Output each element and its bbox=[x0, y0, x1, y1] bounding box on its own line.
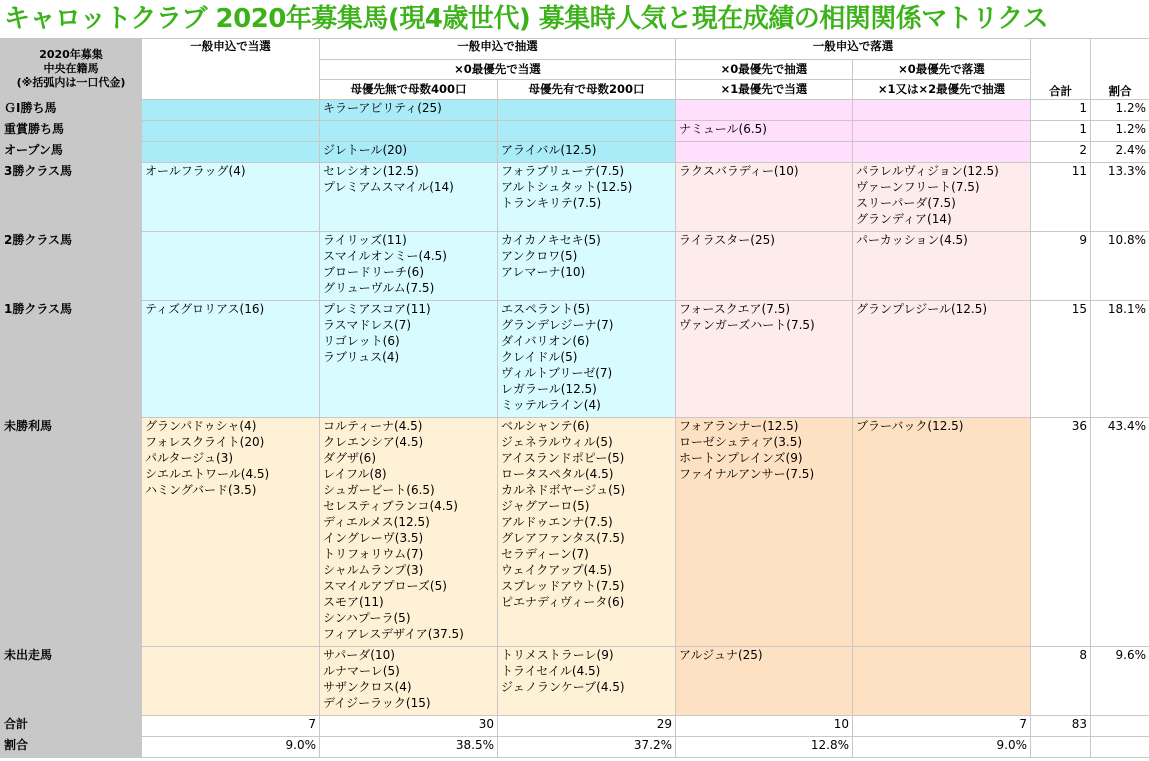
row-total: 15 bbox=[1031, 301, 1091, 418]
header-col-dam-priority: 母優先有で母数200口 bbox=[498, 80, 676, 100]
column-ratio: 38.5% bbox=[320, 737, 498, 758]
row-ratio: 10.8% bbox=[1091, 232, 1149, 301]
horse-entry: ブロードリーチ(6) bbox=[323, 265, 424, 279]
empty-cell bbox=[1031, 737, 1091, 758]
header-col-no-dam-priority: 母優先無で母数400口 bbox=[320, 80, 498, 100]
horse-entry: ジェノランケーブ(4.5) bbox=[501, 680, 625, 694]
horse-entry: ダイバリオン(6) bbox=[501, 334, 590, 348]
horse-entry: フィアレスデザイア(37.5) bbox=[323, 627, 464, 641]
row-total: 36 bbox=[1031, 418, 1091, 647]
horse-entry: スモア(11) bbox=[323, 595, 384, 609]
horse-entry: フォラブリューテ(7.5) bbox=[501, 164, 625, 178]
horse-entry: カルネドボヤージュ(5) bbox=[501, 483, 626, 497]
column-total: 7 bbox=[853, 716, 1031, 737]
horse-entry: スプレッドアウト(7.5) bbox=[501, 579, 625, 593]
matrix-cell bbox=[853, 232, 1031, 301]
horse-entry: ブラーバック(12.5) bbox=[856, 419, 964, 433]
horse-entry: クレエンシア(4.5) bbox=[323, 435, 424, 449]
header-ratio: 割合 bbox=[1091, 39, 1149, 100]
horse-entry: エスペラント(5) bbox=[501, 302, 590, 316]
matrix-cell bbox=[320, 301, 498, 418]
corner-line-3: (※括弧内は一口代金) bbox=[16, 76, 126, 89]
horse-entry: クレイドル(5) bbox=[501, 350, 578, 364]
header-sub-priority-lottery: ×0最優先で抽選 bbox=[676, 60, 853, 80]
horse-entry: トリフォリウム(7) bbox=[323, 547, 424, 561]
row-ratio: 9.6% bbox=[1091, 647, 1149, 716]
column-total: 7 bbox=[142, 716, 320, 737]
horse-entry: アイスランドポピー(5) bbox=[501, 451, 625, 465]
horse-entry: ヴァーンフリート(7.5) bbox=[856, 180, 980, 194]
matrix-cell bbox=[498, 301, 676, 418]
horse-entry: パルタージュ(3) bbox=[145, 451, 234, 465]
matrix-cell bbox=[498, 142, 676, 163]
horse-entry: シャルムランプ(3) bbox=[323, 563, 424, 577]
matrix-cell bbox=[676, 163, 853, 232]
row-label: オープン馬 bbox=[1, 142, 142, 163]
matrix-cell bbox=[853, 163, 1031, 232]
matrix-cell bbox=[676, 301, 853, 418]
header-group-won: 一般申込で当選 bbox=[142, 39, 320, 100]
horse-entry: ディエルメス(12.5) bbox=[323, 515, 430, 529]
matrix-cell bbox=[498, 121, 676, 142]
horse-entry: フォースクエア(7.5) bbox=[679, 302, 791, 316]
matrix-cell bbox=[853, 301, 1031, 418]
column-total: 10 bbox=[676, 716, 853, 737]
horse-entry: ハミングバード(3.5) bbox=[145, 483, 257, 497]
matrix-cell bbox=[142, 121, 320, 142]
horse-entry: レイフル(8) bbox=[323, 467, 387, 481]
row-label: 未出走馬 bbox=[1, 647, 142, 716]
horse-entry: ティズグロリアス(16) bbox=[145, 302, 265, 316]
horse-entry: キラーアビリティ(25) bbox=[323, 101, 442, 115]
horse-entry: ローゼシュティア(3.5) bbox=[679, 435, 803, 449]
horse-entry: プレミアムスマイル(14) bbox=[323, 180, 454, 194]
row-ratio: 1.2% bbox=[1091, 100, 1149, 121]
matrix-cell bbox=[853, 121, 1031, 142]
horse-entry: グランプレジール(12.5) bbox=[856, 302, 988, 316]
matrix-cell bbox=[142, 418, 320, 647]
horse-entry: フォレスクライト(20) bbox=[145, 435, 265, 449]
header-sub-priority-lost: ×0最優先で落選 bbox=[853, 60, 1031, 80]
row-total: 1 bbox=[1031, 100, 1091, 121]
horse-entry: グランデレジーナ(7) bbox=[501, 318, 614, 332]
horse-entry: スリーパーダ(7.5) bbox=[856, 196, 956, 210]
horse-entry: コルティーナ(4.5) bbox=[323, 419, 423, 433]
table-row bbox=[1, 142, 1149, 163]
horse-entry: レガラール(12.5) bbox=[501, 382, 597, 396]
matrix-cell bbox=[142, 163, 320, 232]
matrix-cell bbox=[676, 232, 853, 301]
header-total: 合計 bbox=[1031, 39, 1091, 100]
horse-entry: ホートンプレインズ(9) bbox=[679, 451, 803, 465]
matrix-cell bbox=[676, 418, 853, 647]
horse-entry: ラブリュス(4) bbox=[323, 350, 400, 364]
header-sub-priority-won: ×0最優先で当選 bbox=[320, 60, 676, 80]
horse-entry: アレマーナ(10) bbox=[501, 265, 586, 279]
table-row bbox=[1, 418, 1149, 647]
matrix-cell bbox=[320, 142, 498, 163]
corner-line-1: 2020年募集 bbox=[39, 48, 103, 61]
horse-entry: セレスティブランコ(4.5) bbox=[323, 499, 458, 513]
horse-entry: ラクスバラディー(10) bbox=[679, 164, 799, 178]
matrix-table bbox=[0, 38, 1149, 758]
horse-entry: ミッテルライン(4) bbox=[501, 398, 601, 412]
horse-entry: セレシオン(12.5) bbox=[323, 164, 419, 178]
horse-entry: シンハプーラ(5) bbox=[323, 611, 411, 625]
row-label: ＧⅠ勝ち馬 bbox=[1, 100, 142, 121]
horse-entry: ベルシャンテ(6) bbox=[501, 419, 590, 433]
table-row bbox=[1, 100, 1149, 121]
horse-entry: トリメストラーレ(9) bbox=[501, 648, 614, 662]
corner-line-2: 中央在籍馬 bbox=[43, 62, 99, 75]
row-total: 2 bbox=[1031, 142, 1091, 163]
horse-entry: アンクロワ(5) bbox=[501, 249, 578, 263]
horse-entry: シエルエトワール(4.5) bbox=[145, 467, 270, 481]
matrix-cell bbox=[498, 163, 676, 232]
horse-entry: スマイルオンミー(4.5) bbox=[323, 249, 447, 263]
row-ratio: 18.1% bbox=[1091, 301, 1149, 418]
table-row bbox=[1, 121, 1149, 142]
horse-entry: グリューヴルム(7.5) bbox=[323, 281, 435, 295]
ratios-row bbox=[1, 737, 1149, 758]
horse-entry: グレアファンタス(7.5) bbox=[501, 531, 625, 545]
horse-entry: アルジュナ(25) bbox=[679, 648, 763, 662]
row-total: 8 bbox=[1031, 647, 1091, 716]
horse-entry: ルナマーレ(5) bbox=[323, 664, 400, 678]
column-ratio: 37.2% bbox=[498, 737, 676, 758]
horse-entry: ナミュール(6.5) bbox=[679, 122, 767, 136]
matrix-cell bbox=[853, 647, 1031, 716]
matrix-cell bbox=[320, 121, 498, 142]
empty-cell bbox=[1091, 737, 1149, 758]
grand-total: 83 bbox=[1031, 716, 1091, 737]
row-ratio: 43.4% bbox=[1091, 418, 1149, 647]
horse-entry: デイジーラック(15) bbox=[323, 696, 431, 710]
row-total: 11 bbox=[1031, 163, 1091, 232]
horse-entry: カイカノキセキ(5) bbox=[501, 233, 601, 247]
matrix-cell bbox=[498, 100, 676, 121]
column-ratio: 9.0% bbox=[853, 737, 1031, 758]
matrix-cell bbox=[320, 163, 498, 232]
matrix-cell bbox=[320, 100, 498, 121]
matrix-cell bbox=[142, 100, 320, 121]
row-label: 1勝クラス馬 bbox=[1, 301, 142, 418]
row-ratio: 1.2% bbox=[1091, 121, 1149, 142]
horse-entry: ライラスター(25) bbox=[679, 233, 775, 247]
horse-entry: サザンクロス(4) bbox=[323, 680, 412, 694]
ratios-label: 割合 bbox=[1, 737, 142, 758]
horse-entry: ロータスペタル(4.5) bbox=[501, 467, 614, 481]
matrix-cell bbox=[498, 418, 676, 647]
matrix-cell bbox=[142, 647, 320, 716]
table-row bbox=[1, 163, 1149, 232]
matrix-cell bbox=[142, 232, 320, 301]
row-total: 1 bbox=[1031, 121, 1091, 142]
header-group-lost: 一般申込で落選 bbox=[676, 39, 1031, 60]
row-ratio: 2.4% bbox=[1091, 142, 1149, 163]
corner-header bbox=[1, 39, 142, 100]
horse-entry: ファイナルアンサー(7.5) bbox=[679, 467, 815, 481]
row-label: 3勝クラス馬 bbox=[1, 163, 142, 232]
horse-entry: アルドゥエンナ(7.5) bbox=[501, 515, 613, 529]
column-ratio: 9.0% bbox=[142, 737, 320, 758]
horse-entry: サパーダ(10) bbox=[323, 648, 395, 662]
matrix-cell bbox=[676, 647, 853, 716]
table-row bbox=[1, 647, 1149, 716]
matrix-cell bbox=[142, 142, 320, 163]
matrix-cell bbox=[320, 647, 498, 716]
matrix-cell bbox=[676, 100, 853, 121]
horse-entry: ウェイクアップ(4.5) bbox=[501, 563, 612, 577]
horse-entry: グランディア(14) bbox=[856, 212, 952, 226]
horse-entry: ダグザ(6) bbox=[323, 451, 376, 465]
matrix-cell bbox=[142, 301, 320, 418]
horse-entry: パーカッション(4.5) bbox=[856, 233, 968, 247]
matrix-cell bbox=[320, 232, 498, 301]
header-col-x1-won: ×1最優先で当選 bbox=[676, 80, 853, 100]
row-label: 未勝利馬 bbox=[1, 418, 142, 647]
table-row bbox=[1, 301, 1149, 418]
horse-entry: ジャグアーロ(5) bbox=[501, 499, 590, 513]
matrix-cell bbox=[676, 142, 853, 163]
row-ratio: 13.3% bbox=[1091, 163, 1149, 232]
row-label: 重賞勝ち馬 bbox=[1, 121, 142, 142]
horse-entry: ヴァンガーズハート(7.5) bbox=[679, 318, 815, 332]
horse-entry: ジレトール(20) bbox=[323, 143, 408, 157]
matrix-cell bbox=[853, 100, 1031, 121]
horse-entry: ジェネラルウィル(5) bbox=[501, 435, 613, 449]
matrix-cell bbox=[853, 418, 1031, 647]
horse-entry: パラレルヴィジョン(12.5) bbox=[856, 164, 999, 178]
horse-entry: ライリッズ(11) bbox=[323, 233, 407, 247]
table-row bbox=[1, 232, 1149, 301]
horse-entry: イングレーヴ(3.5) bbox=[323, 531, 424, 545]
empty-cell bbox=[1091, 716, 1149, 737]
horse-entry: ラスマドレス(7) bbox=[323, 318, 412, 332]
matrix-cell bbox=[498, 647, 676, 716]
column-total: 29 bbox=[498, 716, 676, 737]
horse-entry: ピエナディヴィータ(6) bbox=[501, 595, 625, 609]
horse-entry: アルトシュタット(12.5) bbox=[501, 180, 633, 194]
page-title: キャロットクラブ 2020年募集馬(現4歳世代) 募集時人気と現在成績の相関関係マトリクス bbox=[4, 4, 1049, 34]
horse-entry: グランパドゥシャ(4) bbox=[145, 419, 257, 433]
horse-entry: プレミアスコア(11) bbox=[323, 302, 431, 316]
row-total: 9 bbox=[1031, 232, 1091, 301]
totals-row bbox=[1, 716, 1149, 737]
horse-entry: ヴィルトブリーゼ(7) bbox=[501, 366, 613, 380]
horse-entry: シュガービート(6.5) bbox=[323, 483, 435, 497]
row-label: 2勝クラス馬 bbox=[1, 232, 142, 301]
horse-entry: アライバル(12.5) bbox=[501, 143, 597, 157]
column-ratio: 12.8% bbox=[676, 737, 853, 758]
horse-entry: トランキリテ(7.5) bbox=[501, 196, 602, 210]
horse-entry: トライセイル(4.5) bbox=[501, 664, 601, 678]
header-group-lottery: 一般申込で抽選 bbox=[320, 39, 676, 60]
horse-entry: フォアランナー(12.5) bbox=[679, 419, 799, 433]
totals-label: 合計 bbox=[1, 716, 142, 737]
column-total: 30 bbox=[320, 716, 498, 737]
horse-entry: オールフラッグ(4) bbox=[145, 164, 246, 178]
matrix-cell bbox=[853, 142, 1031, 163]
matrix-cell bbox=[320, 418, 498, 647]
matrix-cell bbox=[676, 121, 853, 142]
header-col-x1x2-lottery: ×1又は×2最優先で抽選 bbox=[853, 80, 1031, 100]
horse-entry: リゴレット(6) bbox=[323, 334, 400, 348]
horse-entry: スマイルアプローズ(5) bbox=[323, 579, 447, 593]
matrix-cell bbox=[498, 232, 676, 301]
horse-entry: セラディーン(7) bbox=[501, 547, 589, 561]
